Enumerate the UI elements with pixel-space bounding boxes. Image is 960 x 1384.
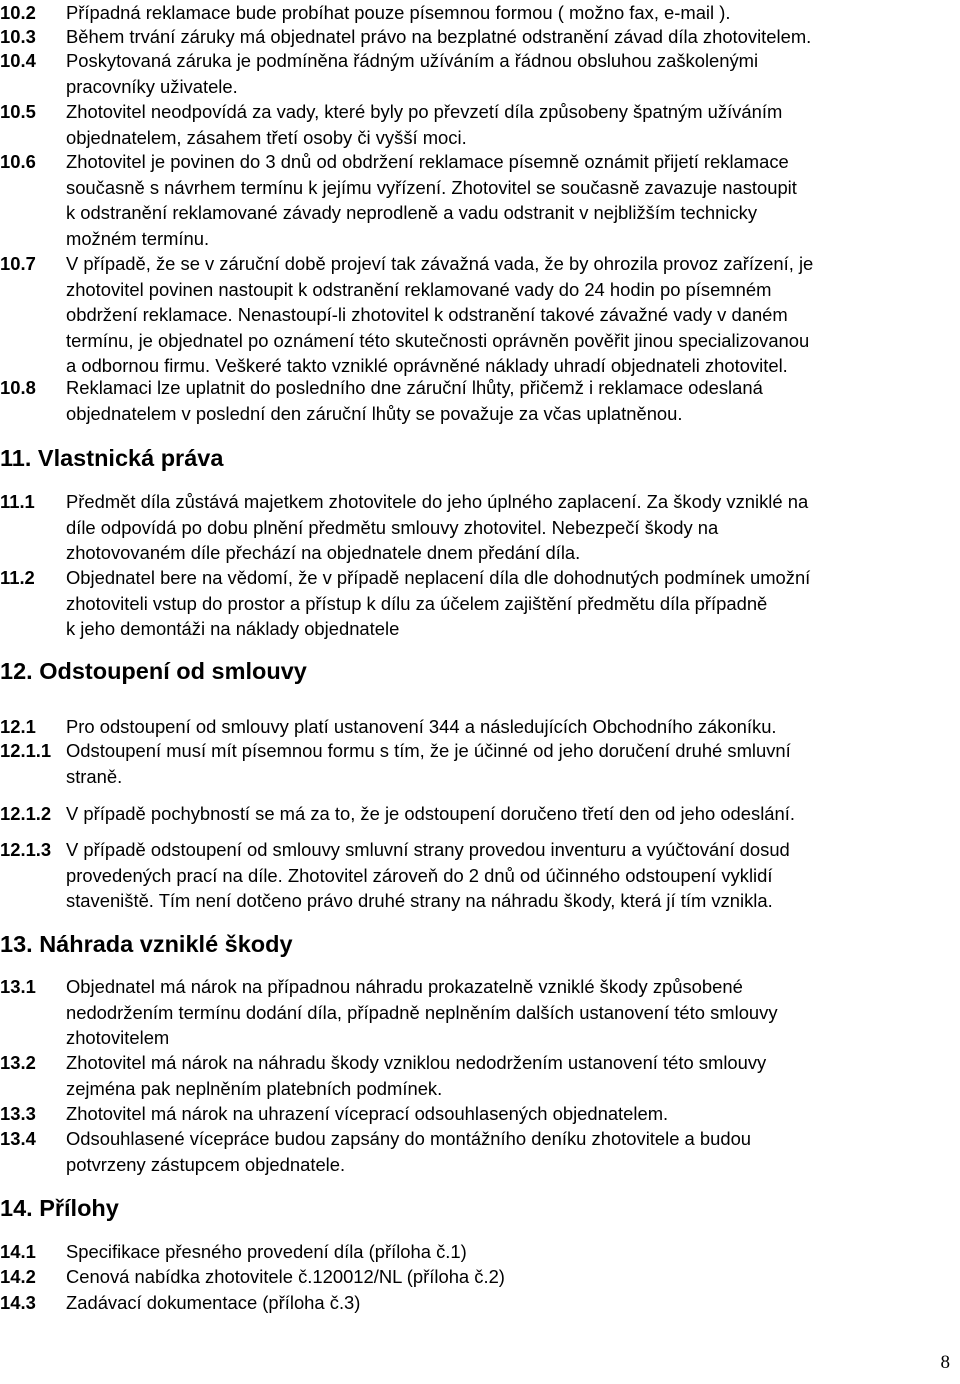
section-heading-13: 13. Náhrada vzniklé škody <box>0 931 293 957</box>
clause-text: Odstoupení musí mít písemnou formu s tím, že je účinné od jeho doručení druhé smluvní straně. <box>66 740 791 787</box>
clause-number: 11.2 <box>0 567 35 588</box>
clause-13-3 <box>0 1101 960 1127</box>
clause-13-1 <box>0 974 960 1051</box>
clause-12-1-2 <box>0 801 960 827</box>
clause-text: Zhotovitel je povinen do 3 dnů od obdržení reklamace písemně oznámit přijetí reklamace současně s návrhem termínu k jejímu vyřízení. Zhotovitel se současně zavazuje nastoupit k odstranění reklamované závady neprodleně a vadu odstranit v nejbližším technicky možném termínu. <box>66 151 797 249</box>
section-heading-11: 11. Vlastnická práva <box>0 445 224 471</box>
clause-number: 14.2 <box>0 1266 36 1287</box>
clause-text: Poskytovaná záruka je podmíněna řádným užíváním a řádnou obsluhou zaškolenými pracovníky uživatele. <box>66 50 759 97</box>
clause-text: Pro odstoupení od smlouvy platí ustanovení 344 a následujících Obchodního zákoníku. <box>66 716 777 737</box>
clause-13-2 <box>0 1050 960 1101</box>
clause-10-8 <box>0 375 960 426</box>
clause-text: Předmět díla zůstává majetkem zhotovitele do jeho úplného zaplacení. Za škody vzniklé na díle odpovídá po dobu plnění předmětu smlouvy zhotovitel. Nebezpečí škody na zhotovovaném díle přechází na objednatele dnem předání díla. <box>66 491 809 564</box>
clause-11-2 <box>0 565 960 642</box>
clause-number: 10.3 <box>0 26 36 47</box>
clause-text: Zhotovitel neodpovídá za vady, které byly po převzetí díla způsobeny špatným užíváním objednatelem, zásahem třetí osoby či vyšší moci. <box>66 101 783 148</box>
clause-number: 10.4 <box>0 50 36 71</box>
clause-number: 10.2 <box>0 2 36 23</box>
page-number: 8 <box>940 1352 950 1373</box>
clause-number: 13.4 <box>0 1128 36 1149</box>
clause-number: 13.2 <box>0 1052 36 1073</box>
clause-number: 10.7 <box>0 253 36 274</box>
clause-10-7 <box>0 251 960 379</box>
clause-number: 13.1 <box>0 976 36 997</box>
clause-number: 10.6 <box>0 151 36 172</box>
section-heading-14: 14. Přílohy <box>0 1195 119 1221</box>
clause-number: 14.3 <box>0 1292 36 1313</box>
clause-text: Zhotovitel má nárok na náhradu škody vzniklou nedodržením ustanovení této smlouvy zejména pak neplněním platebních podmínek. <box>66 1052 767 1099</box>
clause-text: V případě pochybností se má za to, že je odstoupení doručeno třetí den od jeho odeslání. <box>66 803 795 824</box>
clause-text: Odsouhlasené vícepráce budou zapsány do montážního deníku zhotovitele a budou potvrzeny zástupcem objednatele. <box>66 1128 752 1175</box>
clause-text: Reklamaci lze uplatnit do posledního dne záruční lhůty, přičemž i reklamace odeslaná objednatelem v poslední den záruční lhůty se považuje za včas uplatněnou. <box>66 377 763 424</box>
clause-number: 13.3 <box>0 1103 36 1124</box>
clause-13-4 <box>0 1126 960 1177</box>
clause-text: Cenová nabídka zhotovitele č.120012/NL (příloha č.2) <box>66 1266 505 1287</box>
clause-number: 12.1.1 <box>0 740 52 761</box>
clause-number: 10.5 <box>0 101 36 122</box>
clause-14-3 <box>0 1290 960 1316</box>
clause-number: 12.1.3 <box>0 839 52 860</box>
clause-number: 12.1.2 <box>0 803 52 824</box>
clause-text: V případě odstoupení od smlouvy smluvní strany provedou inventuru a vyúčtování dosud provedených prací na díle. Zhotovitel zároveň do 2 dnů od účinného odstoupení vyklidí staveniště. Tím není dotčeno právo druhé strany na náhradu škody, která jí tím vznikla. <box>66 839 790 912</box>
section-heading-12: 12. Odstoupení od smlouvy <box>0 658 307 684</box>
clause-text: Objednatel má nárok na případnou náhradu prokazatelně vzniklé škody způsobené nedodržením termínu dodání díla, případně neplněním dalších ustanovení této smlouvy zhotovitelem <box>66 976 778 1049</box>
clause-text: Specifikace přesného provedení díla (příloha č.1) <box>66 1241 467 1262</box>
clause-text: Objednatel bere na vědomí, že v případě neplacení díla dle dohodnutých podmínek umožní zhotoviteli vstup do prostor a přístup k dílu za účelem zajištění předmětu díla případně k jeho demontáži na náklady objednatele <box>66 567 811 640</box>
clause-10-6 <box>0 149 960 251</box>
clause-number: 10.8 <box>0 377 36 398</box>
clause-text: Během trvání záruky má objednatel právo na bezplatné odstranění závad díla zhotovitelem. <box>66 26 812 47</box>
clause-number: 12.1 <box>0 716 36 737</box>
clause-text: Zadávací dokumentace (příloha č.3) <box>66 1292 361 1313</box>
clause-14-2 <box>0 1264 960 1290</box>
clause-10-3 <box>0 24 960 50</box>
clause-12-1 <box>0 714 960 740</box>
clause-10-2 <box>0 0 960 26</box>
clause-14-1 <box>0 1239 960 1265</box>
clause-number: 11.1 <box>0 491 35 512</box>
clause-10-4 <box>0 48 960 99</box>
clause-text: Případná reklamace bude probíhat pouze písemnou formou ( možno fax, e-mail ). <box>66 2 731 23</box>
clause-number: 14.1 <box>0 1241 36 1262</box>
clause-12-1-1 <box>0 738 960 789</box>
clause-12-1-3 <box>0 837 960 914</box>
clause-11-1 <box>0 489 960 566</box>
clause-text: V případě, že se v záruční době projeví tak závažná vada, že by ohrozila provoz zařízení, je zhotovitel povinen nastoupit k odstranění reklamované vady do 24 hodin po písemném obdržení reklamace. Nenastoupí-li zhotovitel k odstranění takové závažné vady v daném termínu, je objednatel po oznámení této skutečnosti oprávněn pověřit jinou specializovanou a odbornou firmu. Veškeré takto vzniklé oprávněné náklady uhradí objednateli zhotovitel. <box>66 253 814 377</box>
clause-text: Zhotovitel má nárok na uhrazení víceprací odsouhlasených objednatelem. <box>66 1103 669 1124</box>
clause-10-5 <box>0 99 960 150</box>
